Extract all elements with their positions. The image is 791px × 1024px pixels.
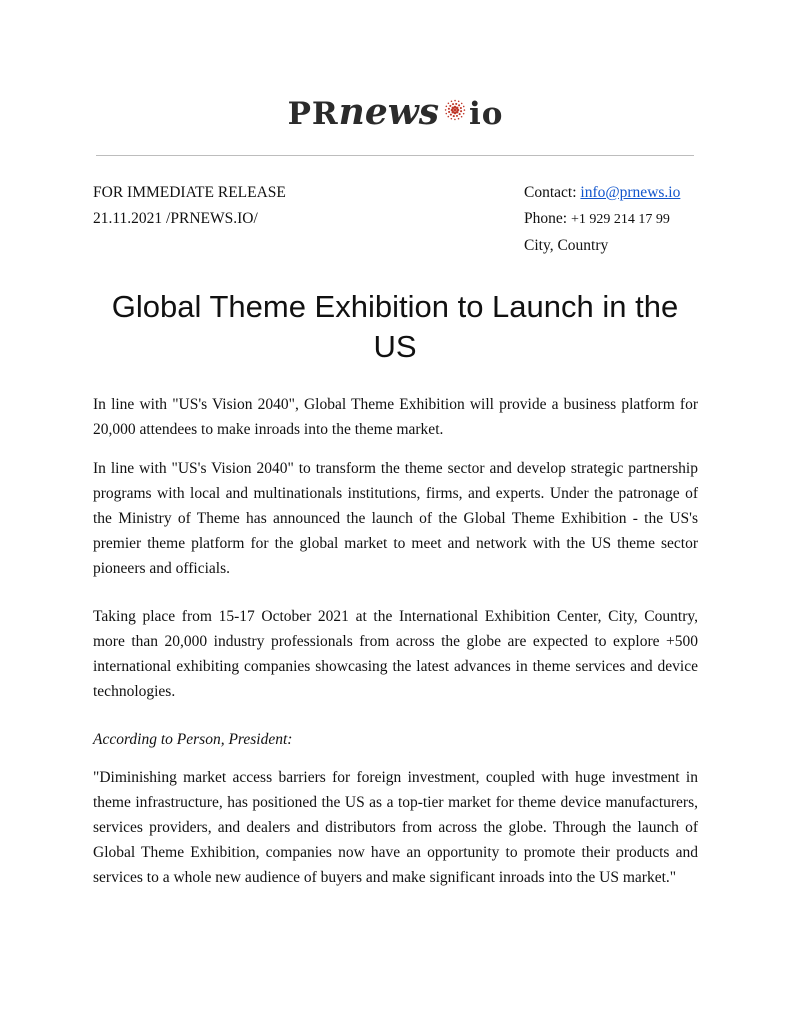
date-line: 21.11.2021 /PRNEWS.IO/ [93, 210, 258, 227]
paragraph-text: Taking place from 15-17 October 2021 at the International Exhibition Center, City, Country, more than 20,000 industry professionals from across the globe are expected to explore +500 international exhibiting companies showcasing the latest advances in theme services and device technologies. [93, 608, 698, 700]
paragraph-text: According to Person, President: [93, 731, 293, 748]
contact-line [524, 180, 680, 206]
contact-label: Contact: [524, 184, 581, 201]
prnews-logo [0, 91, 791, 133]
logo-text-news: news [338, 91, 439, 133]
paragraph-event-details [93, 604, 698, 704]
release-label: FOR IMMEDIATE RELEASE [93, 184, 286, 201]
release-info [93, 180, 286, 232]
phone-value: +1 929 214 17 99 [570, 212, 670, 227]
logo-text-io: io [468, 96, 504, 132]
contact-email-link[interactable]: info@prnews.io [580, 184, 681, 201]
paragraph-vision [93, 456, 698, 581]
location: City, Country [524, 237, 609, 254]
paragraph-text: In line with "US's Vision 2040", Global Theme Exhibition will provide a business platform for 20,000 attendees to make inroads into the theme market. [93, 396, 698, 438]
phone-label: Phone: [524, 210, 571, 227]
page-title: Global Theme Exhibition to Launch in the US [111, 289, 679, 364]
paragraph-intro [93, 392, 698, 442]
quote-attribution [93, 727, 698, 752]
paragraph-quote [93, 765, 698, 890]
header-divider [96, 155, 694, 156]
contact-info [524, 180, 680, 259]
paragraph-text: "Diminishing market access barriers for foreign investment, coupled with huge investment in theme infrastructure, has positioned the US as a top-tier market for theme device manufacturers, services providers, and dealers and distributors from across the globe. Through the launch of Global Theme Exhibition, companies now have an opportunity to promote their products and services to a whole new audience of buyers and make significant inroads into the US market." [93, 769, 698, 886]
phone-line [524, 206, 680, 233]
logo-text-pr: PR [287, 96, 339, 132]
paragraph-text: In line with "US's Vision 2040" to transform the theme sector and develop strategic partnership programs with local and multinationals institutions, firms, and experts. Under the patronage of the Ministry of Theme has announced the launch of the Global Theme Exhibition - the US's premier theme platform for the global market to meet and network with the US theme sector pioneers and officials. [93, 460, 698, 577]
starburst-icon [444, 99, 466, 121]
